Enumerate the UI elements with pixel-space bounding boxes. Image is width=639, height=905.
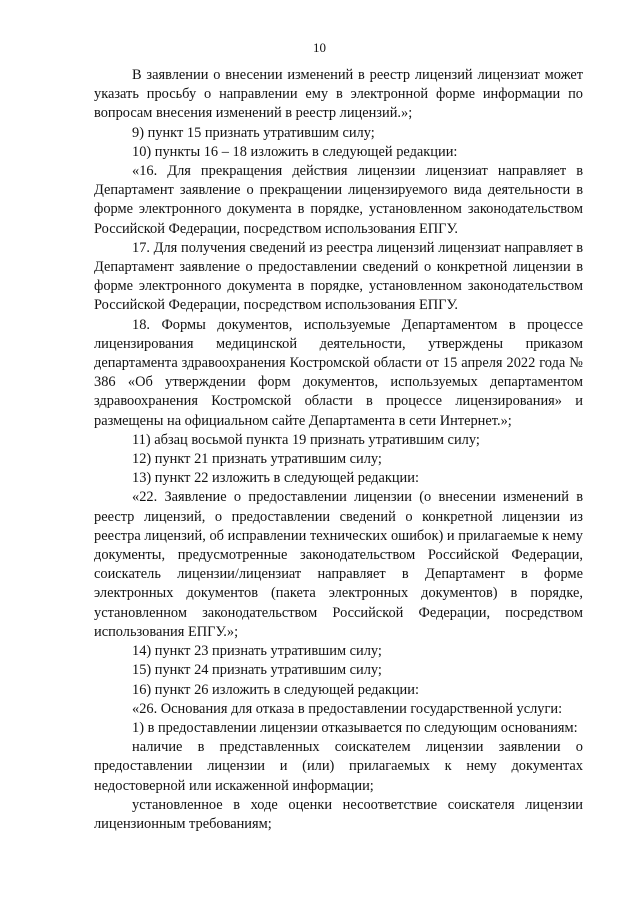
paragraph: 10) пункты 16 – 18 изложить в следующей редакции: [132,143,458,160]
page-number: 10 [313,40,326,55]
paragraph: наличие в представленных соискателем лицензии заявлении о предоставлении лицензии и (или) прилагаемых к нему документах недостоверной или искаженной информации; [94,739,583,794]
paragraph: «16. Для прекращения действия лицензии лицензиат направляет в Департамент заявление о прекращении лицензируемого вида деятельности в форме электронного документа в порядке, установленном законодательством Российской Федерации, посредством использования ЕПГУ. [94,163,583,237]
paragraph: 11) абзац восьмой пункта 19 признать утратившим силу; [132,431,480,448]
paragraph: 12) пункт 21 признать утратившим силу; [132,451,382,468]
document-body [94,66,583,834]
paragraph: 15) пункт 24 признать утратившим силу; [132,662,382,679]
paragraph: 13) пункт 22 изложить в следующей редакции: [132,470,419,487]
paragraph: 9) пункт 15 признать утратившим силу; [132,124,375,141]
paragraph: «26. Основания для отказа в предоставлении государственной услуги: [132,700,563,717]
paragraph: В заявлении о внесении изменений в реестр лицензий лицензиат может указать просьбу о направлении ему в электронной форме информации по вопросам внесения изменений в реестр лицензий.»; [94,67,583,122]
paragraph: установленное в ходе оценки несоответствие соискателя лицензии лицензионным требованиям; [94,796,583,832]
paragraph: 17. Для получения сведений из реестра лицензий лицензиат направляет в Департамент заявление о предоставлении сведений о конкретной лицензии в форме электронного документа в порядке, установленном законодательством Российской Федерации, посредством использования ЕПГУ. [94,239,583,314]
paragraph: 1) в предоставлении лицензии отказывается по следующим основаниям: [132,719,578,736]
paragraph: 18. Формы документов, используемые Департаментом в процессе лицензирования медицинской деятельности, утверждены приказом департамента здравоохранения Костромской области от 15 апреля 2022 года № 386 «Об утверждении форм документов, используемых департаментом здравоохранения Костромской области в процессе лицензирования» и размещены на официальном сайте Департамента в сети Интернет.»; [94,316,583,429]
paragraph: 16) пункт 26 изложить в следующей редакции: [132,681,419,698]
paragraph: 14) пункт 23 признать утратившим силу; [132,643,382,660]
paragraph: «22. Заявление о предоставлении лицензии (о внесении изменений в реестр лицензий, о предоставлении сведений о конкретной лицензии из реестра лицензий, об исправлении технических ошибок) и прилагаемые к нему документы, предусмотренные законодательством Российской Федерации, соискатель лицензии/лицензиат направляет в Департамент в форме электронных документов (пакета электронных документов) в порядке, установленном законодательством Российской Федерации, посредством использования ЕПГУ.»; [94,489,583,640]
